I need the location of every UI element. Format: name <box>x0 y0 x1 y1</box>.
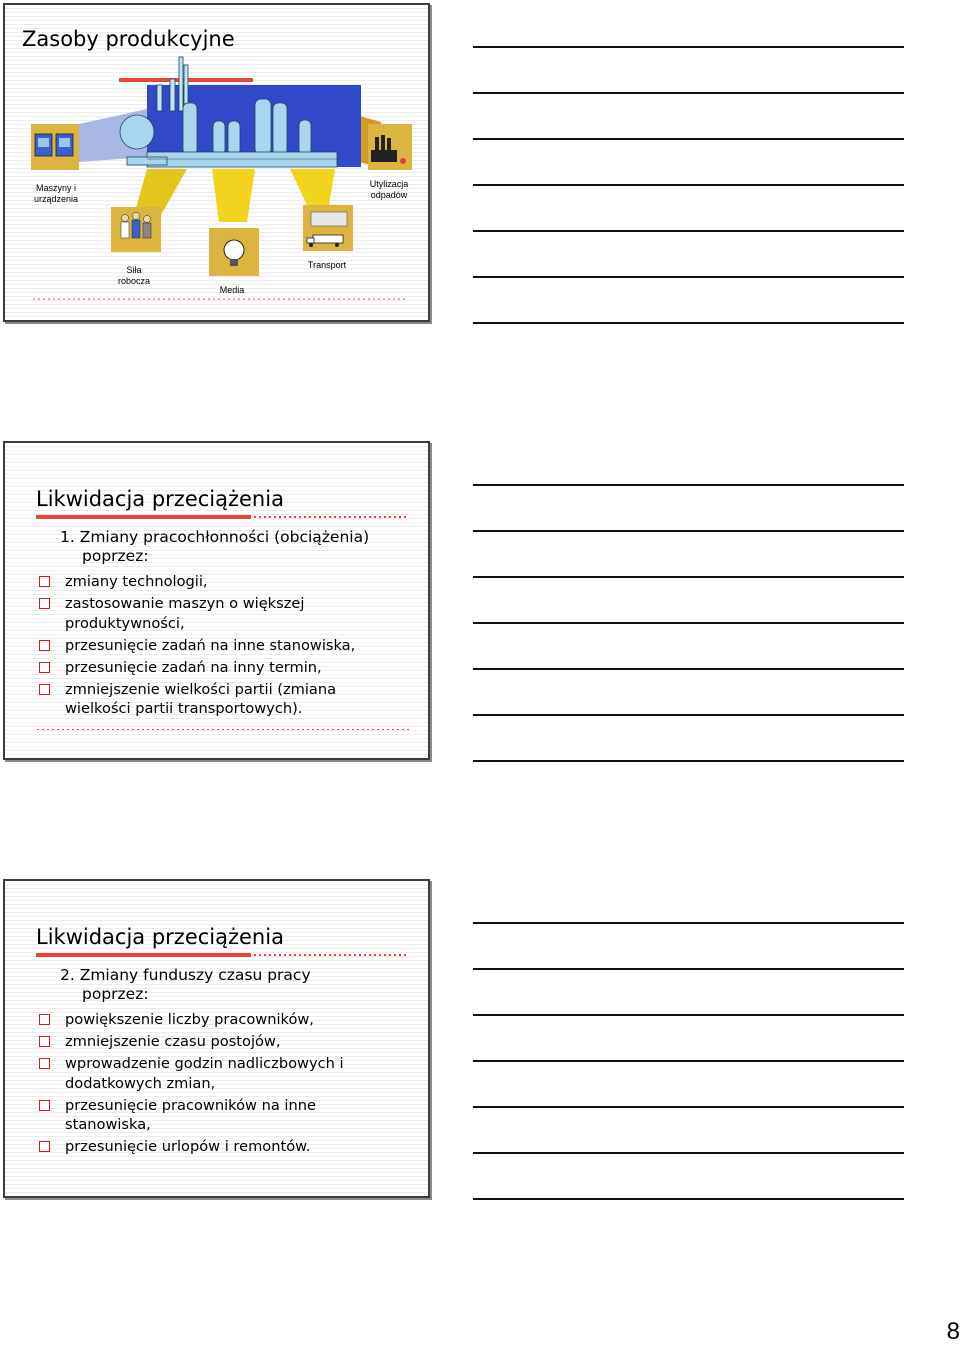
note-line <box>473 668 904 670</box>
note-line <box>473 530 904 532</box>
label-workforce: Siła robocza <box>117 265 151 286</box>
bullet-list <box>39 1010 344 1159</box>
square-bullet-icon <box>39 1058 50 1069</box>
workforce-icon <box>111 207 161 252</box>
note-line <box>473 1106 904 1108</box>
list-item: przesunięcie pracowników na inne stanowiska, <box>39 1096 344 1135</box>
note-line <box>473 1198 904 1200</box>
label-media: Media <box>219 285 245 295</box>
beam-transport <box>290 169 335 205</box>
list-item: przesunięcie zadań na inny termin, <box>39 658 355 678</box>
label-machines: Maszyny i urządzenia <box>33 183 79 204</box>
slide-resources <box>3 3 430 322</box>
list-item: zmiany technologii, <box>39 572 355 592</box>
square-bullet-icon <box>39 1036 50 1047</box>
note-line <box>473 1060 904 1062</box>
note-line <box>473 230 904 232</box>
beam-media <box>212 169 255 222</box>
media-icon <box>209 228 259 276</box>
note-line <box>473 714 904 716</box>
title-underline <box>36 953 408 957</box>
note-line <box>473 184 904 186</box>
note-line <box>473 46 904 48</box>
factory-icon <box>120 57 361 167</box>
square-bullet-icon <box>39 1141 50 1152</box>
intro-line-1: 1. Zmiany pracochłonności (obciążenia) <box>60 528 370 546</box>
note-line <box>473 276 904 278</box>
square-bullet-icon <box>39 1100 50 1111</box>
list-item: zastosowanie maszyn o większej produktywności, <box>39 594 355 633</box>
note-line <box>473 484 904 486</box>
note-line <box>473 622 904 624</box>
square-bullet-icon <box>39 598 50 609</box>
list-item: powiększenie liczby pracowników, <box>39 1010 344 1030</box>
bullet-list <box>39 572 355 721</box>
slide-overload-worktime <box>3 879 430 1198</box>
note-line <box>473 576 904 578</box>
intro-line-2: poprzez: <box>82 985 149 1003</box>
list-item: zmniejszenie wielkości partii (zmiana wielkości partii transportowych). <box>39 680 355 719</box>
note-line <box>473 968 904 970</box>
square-bullet-icon <box>39 684 50 695</box>
slide-title: Likwidacja przeciążenia <box>36 925 284 949</box>
note-line <box>473 322 904 324</box>
label-transport: Transport <box>307 260 347 270</box>
intro-line-1: 2. Zmiany funduszy czasu pracy <box>60 966 311 984</box>
label-waste: Utylizacja odpadów <box>369 179 409 200</box>
slide-overload-workload <box>3 441 430 760</box>
list-item: przesunięcie urlopów i remontów. <box>39 1137 344 1157</box>
transport-icon <box>303 205 353 251</box>
list-item: przesunięcie zadań na inne stanowiska, <box>39 636 355 656</box>
intro-line-2: poprzez: <box>82 547 149 565</box>
note-line <box>473 1152 904 1154</box>
machines-icon <box>31 124 79 170</box>
note-line <box>473 138 904 140</box>
square-bullet-icon <box>39 640 50 651</box>
note-line <box>473 92 904 94</box>
square-bullet-icon <box>39 1014 50 1025</box>
note-line <box>473 922 904 924</box>
production-resources-diagram <box>7 7 430 322</box>
note-line <box>473 760 904 762</box>
title-underline <box>36 515 408 519</box>
list-item: wprowadzenie godzin nadliczbowych i dodatkowych zmian, <box>39 1054 344 1093</box>
bottom-divider <box>37 729 409 730</box>
square-bullet-icon <box>39 576 50 587</box>
list-item: zmniejszenie czasu postojów, <box>39 1032 344 1052</box>
note-line <box>473 1014 904 1016</box>
waste-disposal-icon <box>368 124 412 170</box>
slide-title: Likwidacja przeciążenia <box>36 487 284 511</box>
square-bullet-icon <box>39 662 50 673</box>
page-number: 8 <box>946 1318 960 1345</box>
slide-title: Zasoby produkcyjne <box>22 27 235 51</box>
